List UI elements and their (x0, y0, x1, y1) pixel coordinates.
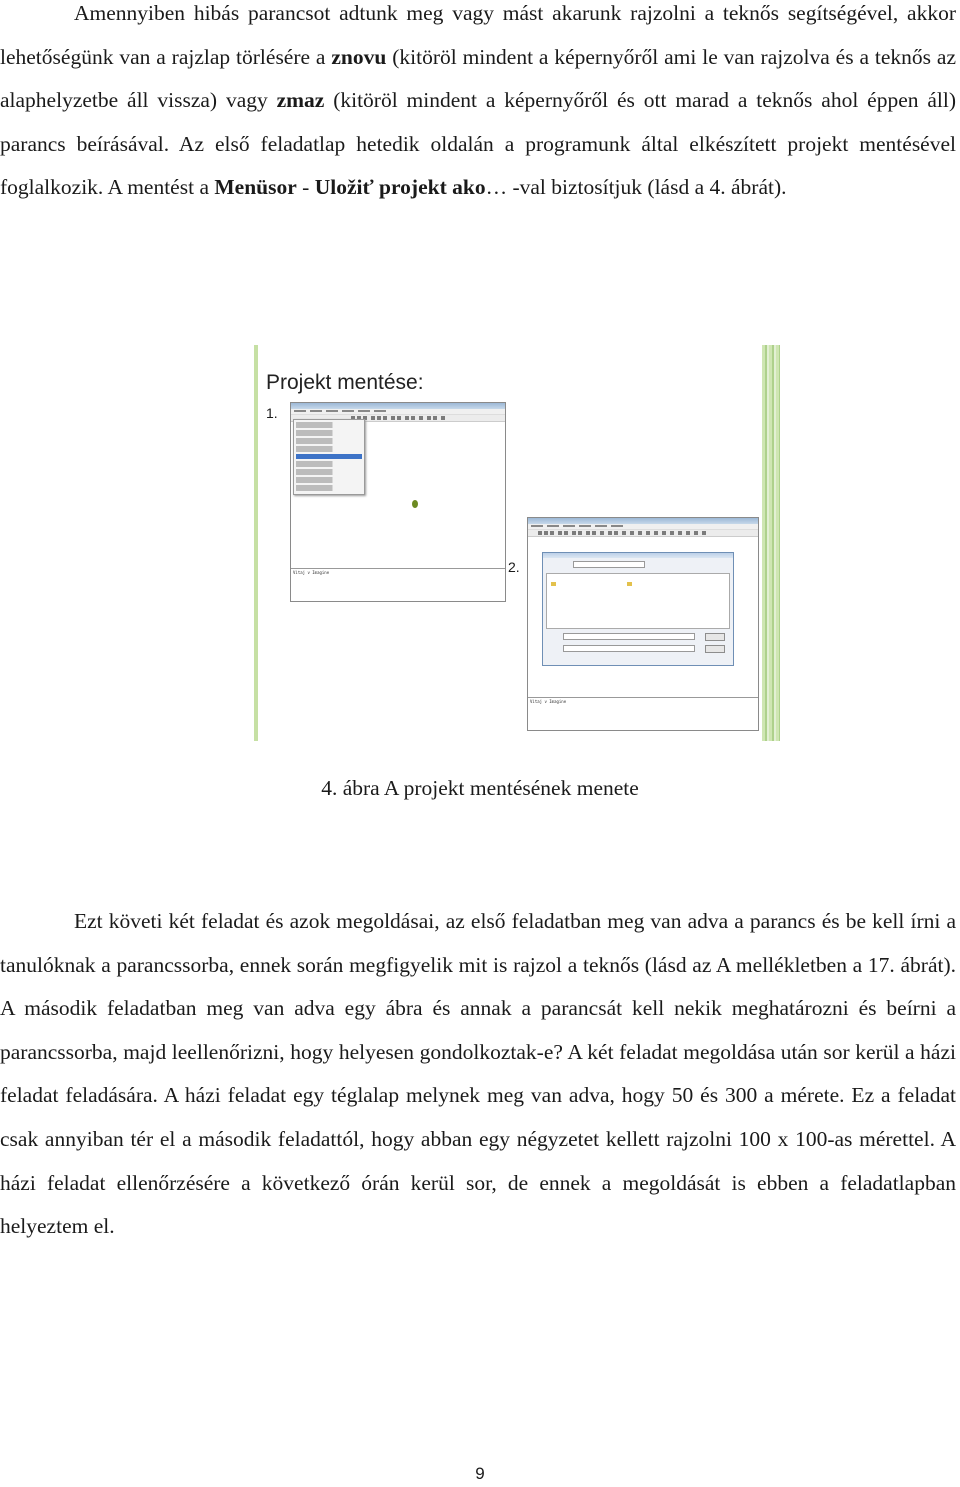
figure-right-border (762, 345, 780, 741)
text-run: - (296, 175, 315, 200)
window-toolbar (528, 530, 758, 537)
figure-caption: 4. ábra A projekt mentésének menete (321, 776, 639, 800)
page-number: 9 (475, 1464, 485, 1483)
command-zmaz: zmaz (276, 88, 325, 113)
turtle-icon (412, 500, 418, 508)
folder-select (573, 561, 645, 568)
command-area-text: Vitaj v Imagine (293, 570, 330, 575)
save-button (705, 633, 725, 641)
cancel-button (705, 645, 725, 653)
folder-icon (551, 582, 556, 586)
menu-item-highlighted (296, 454, 362, 459)
text-run: … -val biztosítjuk (lásd a 4. ábrát). (485, 175, 787, 200)
file-dropdown-menu (293, 419, 365, 495)
text-run: Amennyiben hibás parancsot adtunk meg vagy mást akarunk rajzolni a teknős segítségével, akkor lehetőségünk van a rajzlap törlésére a (0, 1, 956, 69)
figure-title: Projekt mentése: (266, 371, 424, 394)
step-2-label: 2. (508, 559, 520, 575)
step-1-label: 1. (266, 405, 278, 421)
figure-save-project (254, 345, 780, 741)
file-list (546, 573, 730, 629)
command-area-text: Vitaj v Imagine (530, 699, 567, 704)
command-area (528, 697, 758, 730)
filename-field (563, 633, 695, 640)
screenshot-file-menu (290, 402, 506, 602)
command-znovu: znovu (331, 44, 387, 69)
command-area (291, 568, 505, 601)
figure-left-border (254, 345, 258, 741)
text-run: (kitöröl mindent a képernyőről és ott marad a teknős ahol éppen áll) parancs beírásával. Az első feladatlap hetedik oldalán a programunk által elkészített projekt mentésével foglalkozik. A mentést a (0, 88, 956, 200)
dialog-titlebar (543, 553, 733, 558)
save-as-dialog (542, 552, 734, 666)
text-run: (kitöröl mindent a képernyőről ami le van rajzolva és a teknős az alaphelyzetbe áll vissza) vagy (0, 44, 956, 113)
screenshot-save-dialog (527, 517, 759, 731)
filetype-field (563, 645, 695, 652)
menu-name: Menüsor (214, 175, 297, 200)
menu-item-name: Uložiť projekt ako (314, 175, 486, 200)
paragraph-intro (0, 0, 956, 210)
folder-icon (627, 582, 632, 586)
paragraph-tasks: Ezt követi két feladat és azok megoldásai, az első feladatban meg van adva a parancs és be kell írni a tanulóknak a parancssorba, ennek során megfigyelik mit is rajzol a teknős (lásd az A mellékletben a 17. ábrát). A második feladatban meg van adva egy ábra és annak a parancsát kell nekik meghatározni és beírni a parancssorba, majd leellenőrizni, hogy helyesen gondolkoztak-e? A két feladat megoldása után sor kerül a házi feladat feladására. A házi feladat egy téglalap melynek meg van adva, hogy 50 és 300 a mérete. Ez a feladat csak annyiban tér el a második feladattól, hogy abban egy négyzetet kellett rajzolni 100 x 100-as mérettel. A házi feladat ellenőrzésére a következő órán kerül sor, de ennek a megoldását is ebben a feladatlapban helyeztem el. (0, 909, 956, 1239)
